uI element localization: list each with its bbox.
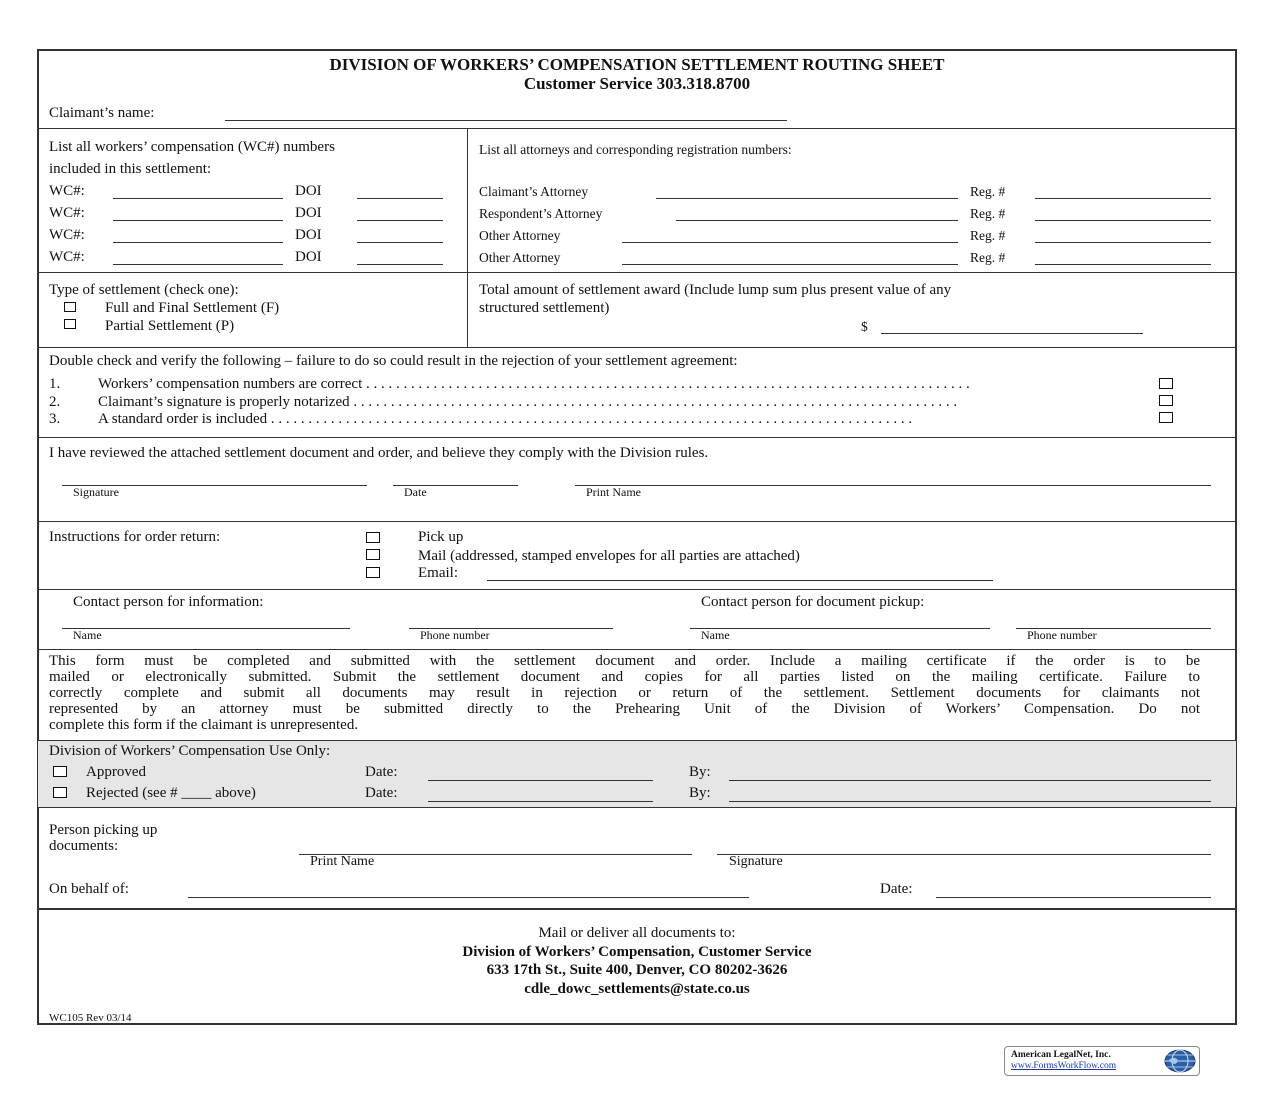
approved-by-field[interactable]: [729, 780, 1211, 781]
legalnet-company: American LegalNet, Inc.: [1011, 1050, 1111, 1060]
full-final-label: Full and Final Settlement (F): [105, 300, 280, 316]
reg-number-field[interactable]: [1035, 220, 1211, 221]
wc-list-label: List all workers’ compensation (WC#) numbers: [49, 139, 335, 155]
approved-checkbox[interactable]: [53, 766, 67, 777]
reg-label: Reg. #: [970, 206, 1006, 221]
approved-date-field[interactable]: [428, 780, 653, 781]
dollar-sign: $: [861, 319, 868, 334]
divider: [37, 649, 1237, 650]
leader-dots: . . . . . . . . . . . . . . . . . . . . . . . . . . . . . . . . . . . . . . . . . . . . . . . . . . . . . . . . . . . . . . . . . . . . . . . . . . . . . . . . .: [349, 394, 958, 410]
attorney-label: Claimant’s Attorney: [479, 184, 589, 199]
reg-label: Reg. #: [970, 184, 1006, 199]
divider: [37, 589, 1237, 590]
attorney-label: Respondent’s Attorney: [479, 206, 603, 221]
pickup-person-label-cont: documents:: [49, 838, 119, 854]
email-label: Email:: [418, 565, 458, 581]
email-checkbox[interactable]: [366, 567, 380, 578]
verify-item: [98, 376, 1130, 393]
divider: [37, 272, 1237, 273]
wc-label: WC#:: [49, 227, 85, 243]
approved-by-label: By:: [689, 764, 711, 780]
instructions-line: represented by an attorney must be submitted directly to the Prehearing Unit of the Division of Workers’ Compensation. Do not: [49, 701, 1200, 717]
full-final-checkbox[interactable]: [64, 302, 76, 312]
attorney-name-field[interactable]: [622, 242, 958, 243]
email-field[interactable]: [487, 580, 993, 581]
rejected-date-field[interactable]: [428, 801, 653, 802]
verify-item: [98, 394, 1130, 411]
verify-item: [98, 411, 1130, 428]
award-label-cont: structured settlement): [479, 300, 610, 316]
partial-checkbox[interactable]: [64, 319, 76, 329]
wc-label: WC#:: [49, 205, 85, 221]
pickup-date-label: Date:: [880, 881, 913, 897]
contact-pickup-label: Contact person for document pickup:: [701, 594, 925, 610]
divider: [37, 437, 1237, 438]
legalnet-url[interactable]: www.FormsWorkFlow.com: [1011, 1061, 1117, 1071]
pickup-label: Pick up: [418, 529, 464, 545]
settlement-type-label: Type of settlement (check one):: [49, 282, 239, 298]
date-caption: Date: [404, 485, 427, 499]
division-use-label: Division of Workers’ Compensation Use Only:: [49, 743, 331, 759]
print-name-caption: Print Name: [310, 854, 375, 869]
contact-name-field[interactable]: [62, 628, 350, 629]
print-name-caption: Print Name: [586, 485, 641, 499]
verify-checkbox[interactable]: [1159, 395, 1173, 406]
doi-label: DOI: [295, 205, 322, 221]
rejected-by-field[interactable]: [729, 801, 1211, 802]
verify-intro: Double check and verify the following – failure to do so could result in the rejection of your settlement agreement:: [49, 353, 738, 369]
mail-address: 633 17th St., Suite 400, Denver, CO 80202-3626: [486, 962, 788, 978]
reg-label: Reg. #: [970, 228, 1006, 243]
doi-field[interactable]: [357, 198, 443, 199]
form-title: DIVISION OF WORKERS’ COMPENSATION SETTLEMENT ROUTING SHEET: [329, 55, 945, 74]
name-caption: Name: [73, 628, 102, 642]
claimant-name-field[interactable]: [225, 120, 787, 121]
leader-dots: . . . . . . . . . . . . . . . . . . . . . . . . . . . . . . . . . . . . . . . . . . . . . . . . . . . . . . . . . . . . . . . . . . . . . . . . . . . . . . . . . . . . . .: [267, 411, 913, 427]
verify-checkbox[interactable]: [1159, 412, 1173, 423]
wc-number-field[interactable]: [113, 220, 283, 221]
doi-field[interactable]: [357, 220, 443, 221]
signature-caption: Signature: [73, 485, 119, 499]
reg-number-field[interactable]: [1035, 198, 1211, 199]
rejected-date-label: Date:: [365, 785, 398, 801]
award-label: Total amount of settlement award (Include lump sum plus present value of any: [479, 282, 952, 298]
reg-label: Reg. #: [970, 250, 1006, 265]
instructions-line: complete this form if the claimant is unrepresented.: [49, 717, 359, 733]
attorneys-label: List all attorneys and corresponding registration numbers:: [479, 142, 792, 157]
rejected-by-label: By:: [689, 785, 711, 801]
reg-number-field[interactable]: [1035, 264, 1211, 265]
attorney-label: Other Attorney: [479, 228, 561, 243]
globe-icon: [1163, 1048, 1197, 1074]
instructions-line: mailed or electronically submitted. Submit the settlement document and copies for all parties listed on the mailing certificate. Failure to: [49, 669, 1200, 685]
pickup-person-label: Person picking up: [49, 822, 158, 838]
divider: [37, 521, 1237, 522]
wc-label: WC#:: [49, 183, 85, 199]
verify-item-text: A standard order is included: [98, 411, 268, 427]
award-amount-field[interactable]: [881, 333, 1143, 334]
mail-intro: Mail or deliver all documents to:: [538, 925, 736, 941]
verify-number: 3.: [49, 411, 61, 427]
mail-label: Mail (addressed, stamped envelopes for all parties are attached): [418, 548, 800, 564]
contact-info-label: Contact person for information:: [73, 594, 264, 610]
reg-number-field[interactable]: [1035, 242, 1211, 243]
column-divider: [467, 128, 468, 347]
doi-field[interactable]: [357, 242, 443, 243]
doi-label: DOI: [295, 183, 322, 199]
wc-number-field[interactable]: [113, 242, 283, 243]
behalf-label: On behalf of:: [49, 881, 129, 897]
divider: [37, 908, 1237, 910]
attorney-label: Other Attorney: [479, 250, 561, 265]
rejected-label: Rejected (see # ____ above): [86, 785, 256, 801]
pickup-date-field[interactable]: [936, 897, 1211, 898]
attorney-name-field[interactable]: [622, 264, 958, 265]
wc-list-label-cont: included in this settlement:: [49, 161, 212, 177]
claimant-name-label: Claimant’s name:: [49, 105, 155, 121]
rejected-checkbox[interactable]: [53, 787, 67, 798]
divider: [37, 128, 1237, 129]
instructions-line: correctly complete and submit all documents may result in rejection or return of the settlement. Settlement documents for claimants not: [49, 685, 1200, 701]
instructions-line: This form must be completed and submitted with the settlement document and order. Include a mailing certificate if the order is to be: [49, 653, 1200, 669]
form-id: WC105 Rev 03/14: [49, 1012, 132, 1024]
mail-email: cdle_dowc_settlements@state.co.us: [524, 981, 750, 997]
divider: [37, 740, 1237, 741]
divider: [37, 347, 1237, 348]
doi-label: DOI: [295, 227, 322, 243]
print-name-field[interactable]: [575, 485, 1211, 486]
form-subtitle: Customer Service 303.318.8700: [523, 74, 751, 93]
wc-label: WC#:: [49, 249, 85, 265]
name-caption: Name: [701, 628, 730, 642]
doi-field[interactable]: [357, 264, 443, 265]
verify-item-text: Workers’ compensation numbers are correct: [98, 376, 363, 392]
pickup-signature-field[interactable]: [717, 854, 1211, 855]
phone-caption: Phone number: [1027, 628, 1097, 642]
phone-caption: Phone number: [420, 628, 490, 642]
attorney-name-field[interactable]: [656, 198, 958, 199]
pickup-name-field[interactable]: [690, 628, 990, 629]
divider: [37, 807, 1237, 808]
doi-label: DOI: [295, 249, 322, 265]
mail-division: Division of Workers’ Compensation, Customer Service: [462, 944, 812, 960]
mail-checkbox[interactable]: [366, 549, 380, 560]
leader-dots: . . . . . . . . . . . . . . . . . . . . . . . . . . . . . . . . . . . . . . . . . . . . . . . . . . . . . . . . . . . . . . . . . . . . . . . . . . . . . . . . .: [362, 376, 970, 392]
partial-label: Partial Settlement (P): [105, 318, 235, 334]
verify-item-text: Claimant’s signature is properly notarized: [98, 394, 350, 410]
behalf-field[interactable]: [188, 897, 749, 898]
wc-number-field[interactable]: [113, 198, 283, 199]
verify-number: 2.: [49, 394, 61, 410]
review-statement: I have reviewed the attached settlement document and order, and believe they comply with the Division rules.: [49, 445, 709, 461]
signature-caption: Signature: [729, 854, 783, 869]
approved-date-label: Date:: [365, 764, 398, 780]
pickup-checkbox[interactable]: [366, 532, 380, 543]
wc-number-field[interactable]: [113, 264, 283, 265]
verify-checkbox[interactable]: [1159, 378, 1173, 389]
approved-label: Approved: [86, 764, 146, 780]
attorney-name-field[interactable]: [676, 220, 958, 221]
verify-number: 1.: [49, 376, 61, 392]
order-return-label: Instructions for order return:: [49, 529, 221, 545]
